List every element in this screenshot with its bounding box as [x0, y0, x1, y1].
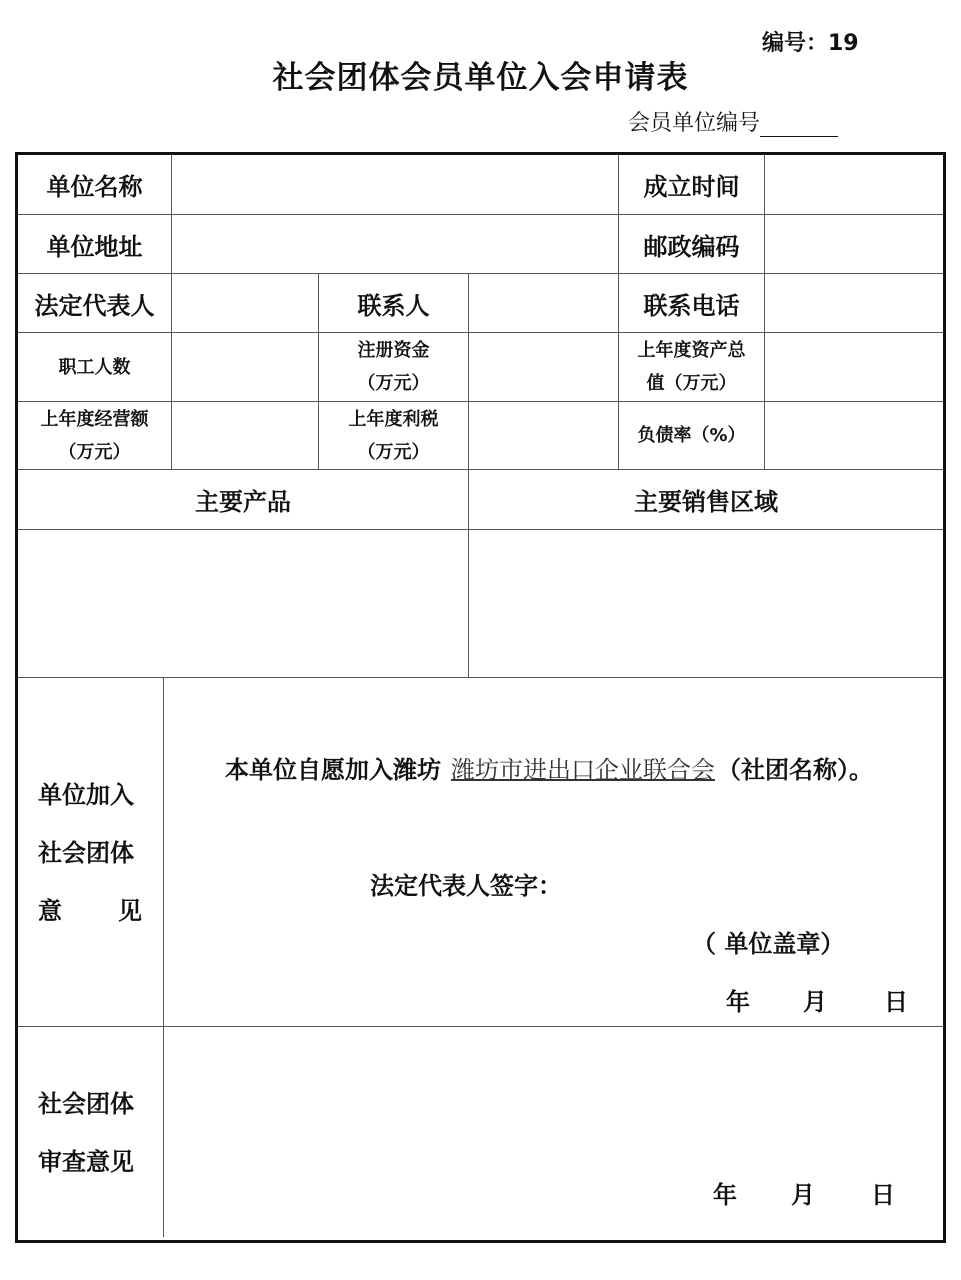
- form-title: 社会团体会员单位入会申请表: [272, 60, 689, 96]
- revenue-label-line1: 上年度经营额: [40, 408, 149, 430]
- total-assets-field[interactable]: [765, 333, 943, 401]
- review-opinion-side-line1: 社会团体: [38, 1090, 134, 1118]
- main-products-label: 主要产品: [195, 488, 291, 516]
- unit-name-field[interactable]: [172, 155, 618, 214]
- review-date-year: 年: [713, 1181, 737, 1209]
- serial-number: 编号：19: [762, 31, 859, 56]
- review-date-day: 日: [871, 1181, 895, 1209]
- staff-count-label: 职工人数: [58, 356, 131, 378]
- contact-phone-field[interactable]: [765, 274, 943, 332]
- revenue-field[interactable]: [172, 402, 318, 469]
- join-date-year: 年: [726, 988, 750, 1016]
- join-opinion-side-line2: 社会团体: [38, 839, 134, 867]
- registered-capital-label-line1: 注册资金: [357, 340, 430, 361]
- review-opinion-side-line2: 审查意见: [38, 1148, 134, 1176]
- contact-person-label: 联系人: [357, 291, 430, 320]
- join-date-line: [0, 982, 961, 1014]
- profit-tax-field[interactable]: [469, 402, 618, 469]
- main-products-field[interactable]: [18, 530, 468, 677]
- unit-address-label: 单位地址: [46, 232, 143, 261]
- profit-tax-label-line1: 上年度利税: [348, 408, 439, 430]
- debt-ratio-label: 负债率（%）: [637, 425, 746, 446]
- legal-rep-signature-label: 法定代表人签字：: [370, 872, 562, 900]
- legal-representative-label: 法定代表人: [34, 291, 155, 320]
- debt-ratio-field[interactable]: [765, 402, 943, 469]
- registered-capital-label-line2: （万元）: [357, 373, 430, 394]
- join-opinion-side-char-b: 见: [118, 897, 142, 925]
- join-statement-prefix: 本单位自愿加入潍坊: [225, 756, 441, 784]
- join-date-day: 日: [884, 988, 908, 1016]
- member-unit-number: [628, 106, 838, 137]
- total-assets-label-line1: 上年度资产总: [637, 340, 746, 361]
- profit-tax-label-line2: （万元）: [357, 441, 430, 463]
- row-divider: [18, 1026, 943, 1027]
- total-assets-label: [619, 333, 764, 401]
- join-opinion-side-label: [38, 766, 148, 940]
- registered-capital-label: [319, 333, 468, 401]
- review-opinion-side-label: [38, 1075, 148, 1191]
- join-opinion-side-line1: 单位加入: [38, 781, 134, 809]
- join-opinion-side-char-a: 意: [38, 897, 62, 925]
- revenue-label: [18, 402, 171, 469]
- review-date-line: [0, 1175, 961, 1207]
- established-date-field[interactable]: [765, 155, 943, 214]
- unit-name-label: 单位名称: [46, 173, 143, 201]
- legal-representative-field[interactable]: [172, 274, 318, 332]
- contact-person-field[interactable]: [469, 274, 618, 332]
- postcode-field[interactable]: [765, 215, 943, 273]
- join-date-month: 月: [803, 988, 827, 1016]
- contact-phone-label: 联系电话: [643, 291, 740, 320]
- unit-seal-label: （ 单位盖章）: [692, 930, 845, 958]
- review-date-month: 月: [791, 1181, 815, 1209]
- revenue-label-line2: （万元）: [58, 441, 131, 463]
- row-divider: [18, 677, 943, 678]
- profit-tax-label: [319, 402, 468, 469]
- join-statement: [225, 750, 873, 785]
- join-opinion-side-line3: [38, 882, 142, 940]
- registered-capital-field[interactable]: [469, 333, 618, 401]
- join-statement-suffix: （社团名称）。: [717, 756, 873, 784]
- sales-regions-field[interactable]: [469, 530, 943, 677]
- col-divider: [163, 677, 164, 1237]
- organization-name[interactable]: 潍坊市进出口企业联合会: [451, 756, 715, 784]
- member-unit-number-blank[interactable]: [760, 114, 838, 137]
- unit-address-field[interactable]: [172, 215, 618, 273]
- total-assets-label-line2: 值（万元）: [646, 373, 737, 394]
- member-unit-number-label: 会员单位编号: [628, 111, 761, 136]
- postcode-label: 邮政编码: [643, 232, 740, 261]
- staff-count-field[interactable]: [172, 333, 318, 401]
- sales-regions-label: 主要销售区域: [634, 488, 778, 516]
- established-date-label: 成立时间: [643, 173, 740, 201]
